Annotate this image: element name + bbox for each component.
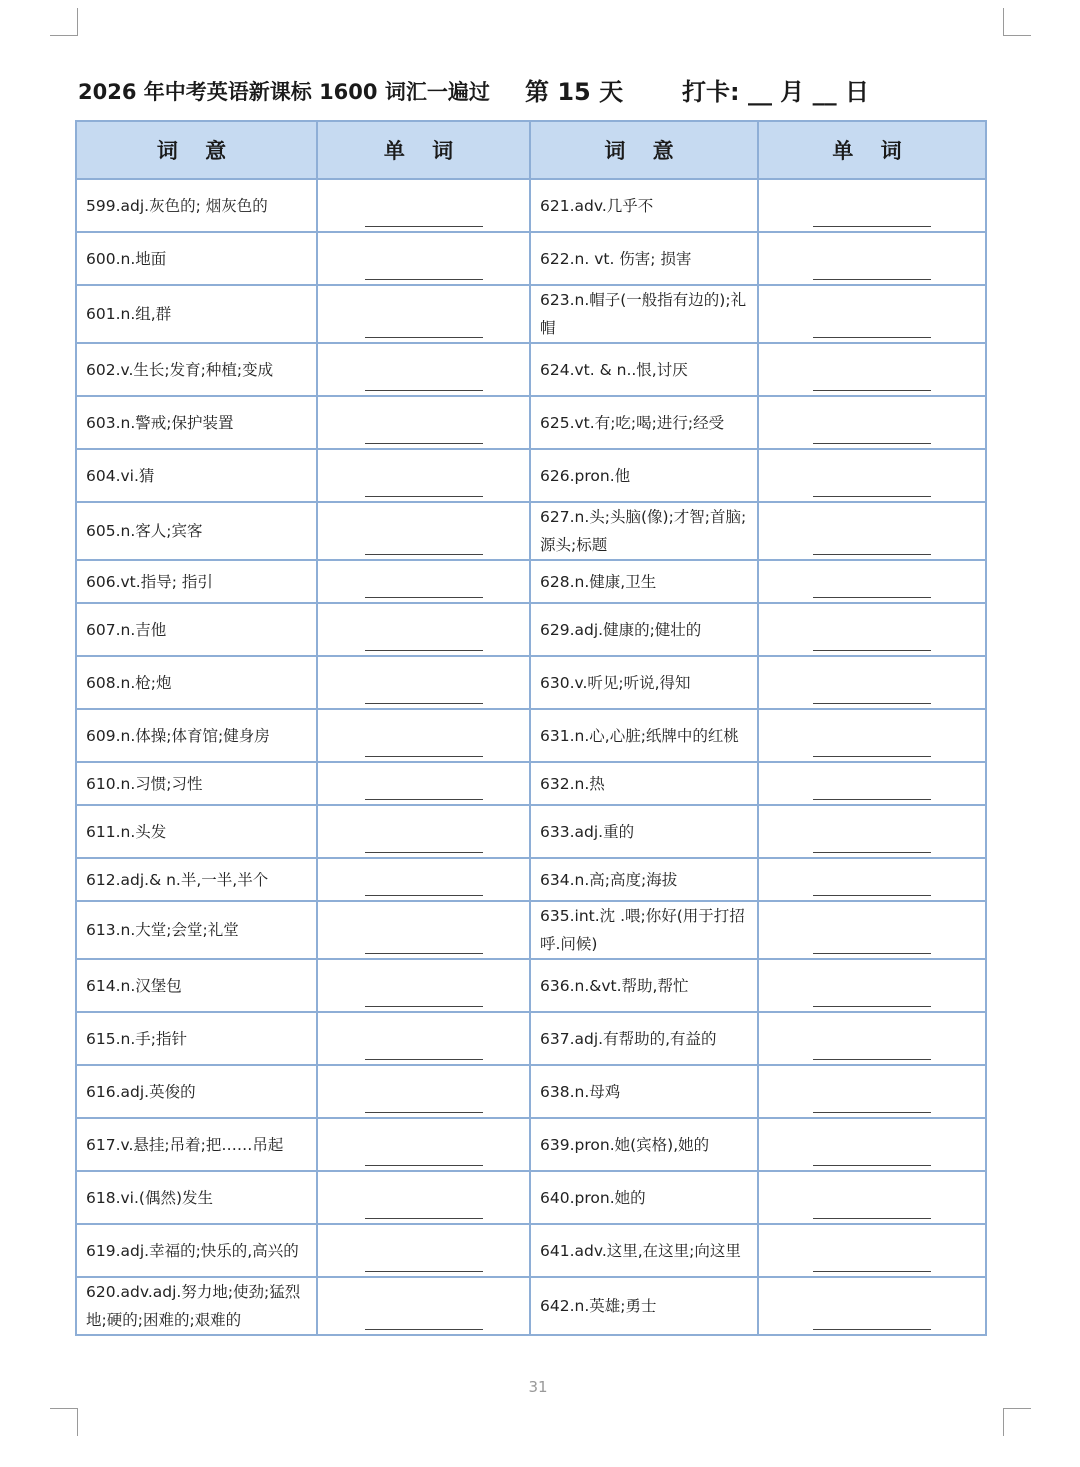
answer-cell[interactable] [317, 396, 530, 449]
meaning-cell: 602.v.生长;发育;种植;变成 [76, 343, 317, 396]
table-row [76, 396, 986, 449]
answer-blank-line [365, 1218, 483, 1219]
meaning-cell: 619.adj.幸福的;快乐的,高兴的 [76, 1224, 317, 1277]
page-number: 31 [528, 1378, 548, 1396]
answer-blank-line [365, 496, 483, 497]
meaning-cell: 599.adj.灰色的; 烟灰色的 [76, 179, 317, 232]
answer-blank-line [813, 496, 931, 497]
table-row [76, 1118, 986, 1171]
answer-blank-line [365, 852, 483, 853]
meaning-cell: 620.adv.adj.努力地;使劲;猛烈地;硬的;困难的;艰难的 [76, 1277, 317, 1335]
meaning-cell: 615.n.手;指针 [76, 1012, 317, 1065]
meaning-cell: 626.pron.他 [530, 449, 758, 502]
answer-blank-line [365, 799, 483, 800]
meaning-cell: 632.n.热 [530, 762, 758, 805]
meaning-cell: 635.int.沈 .喂;你好(用于打招呼.问候) [530, 901, 758, 959]
meaning-cell: 641.adv.这里,在这里;向这里 [530, 1224, 758, 1277]
table-row [76, 179, 986, 232]
answer-blank-line [813, 337, 931, 338]
meaning-cell: 607.n.吉他 [76, 603, 317, 656]
meaning-cell: 617.v.悬挂;吊着;把……吊起 [76, 1118, 317, 1171]
meaning-cell: 603.n.警戒;保护装置 [76, 396, 317, 449]
answer-blank-line [365, 597, 483, 598]
corner-mark-bottom-right [1003, 1408, 1031, 1436]
answer-cell[interactable] [758, 560, 986, 603]
meaning-cell: 609.n.体操;体育馆;健身房 [76, 709, 317, 762]
table-row [76, 560, 986, 603]
answer-cell[interactable] [317, 656, 530, 709]
answer-cell[interactable] [758, 1171, 986, 1224]
answer-blank-line [813, 597, 931, 598]
table-row [76, 805, 986, 858]
meaning-cell: 623.n.帽子(一般指有边的);礼帽 [530, 285, 758, 343]
column-header-meaning: 词 意 [76, 121, 317, 179]
answer-cell[interactable] [317, 959, 530, 1012]
meaning-cell: 621.adv.几乎不 [530, 179, 758, 232]
answer-cell[interactable] [317, 762, 530, 805]
answer-blank-line [365, 953, 483, 954]
answer-cell[interactable] [317, 502, 530, 560]
answer-blank-line [813, 650, 931, 651]
table-row [76, 285, 986, 343]
day-label: 第 15 天 [525, 78, 624, 106]
answer-cell[interactable] [317, 1171, 530, 1224]
table-row [76, 858, 986, 901]
answer-cell[interactable] [758, 1012, 986, 1065]
answer-cell[interactable] [758, 343, 986, 396]
answer-cell[interactable] [758, 762, 986, 805]
answer-blank-line [813, 1329, 931, 1330]
answer-cell[interactable] [758, 959, 986, 1012]
answer-blank-line [813, 226, 931, 227]
meaning-cell: 631.n.心,心脏;纸牌中的红桃 [530, 709, 758, 762]
answer-cell[interactable] [758, 858, 986, 901]
answer-blank-line [813, 895, 931, 896]
meaning-cell: 612.adj.& n.半,一半,半个 [76, 858, 317, 901]
answer-cell[interactable] [317, 603, 530, 656]
corner-mark-top-left [50, 8, 78, 36]
table-body [76, 179, 986, 1335]
table-row [76, 232, 986, 285]
answer-blank-line [813, 852, 931, 853]
table-row [76, 762, 986, 805]
table-row [76, 1277, 986, 1335]
answer-cell[interactable] [758, 396, 986, 449]
answer-cell[interactable] [758, 656, 986, 709]
answer-cell[interactable] [758, 603, 986, 656]
table-header-row [76, 121, 986, 179]
answer-cell[interactable] [758, 179, 986, 232]
table-row [76, 1065, 986, 1118]
table-row [76, 1224, 986, 1277]
answer-blank-line [813, 799, 931, 800]
table-row [76, 1012, 986, 1065]
answer-cell[interactable] [317, 901, 530, 959]
answer-blank-line [365, 650, 483, 651]
answer-blank-line [813, 443, 931, 444]
answer-blank-line [365, 1329, 483, 1330]
answer-cell[interactable] [758, 901, 986, 959]
meaning-cell: 624.vt. & n..恨,讨厌 [530, 343, 758, 396]
meaning-cell: 637.adj.有帮助的,有益的 [530, 1012, 758, 1065]
table-row [76, 959, 986, 1012]
meaning-cell: 601.n.组,群 [76, 285, 317, 343]
answer-cell[interactable] [317, 805, 530, 858]
meaning-cell: 622.n. vt. 伤害; 损害 [530, 232, 758, 285]
answer-blank-line [365, 1059, 483, 1060]
meaning-cell: 606.vt.指导; 指引 [76, 560, 317, 603]
table-row [76, 343, 986, 396]
meaning-cell: 614.n.汉堡包 [76, 959, 317, 1012]
meaning-cell: 639.pron.她(宾格),她的 [530, 1118, 758, 1171]
answer-blank-line [365, 554, 483, 555]
answer-cell[interactable] [317, 1065, 530, 1118]
answer-cell[interactable] [758, 449, 986, 502]
table-row [76, 1171, 986, 1224]
answer-cell[interactable] [317, 232, 530, 285]
meaning-cell: 629.adj.健康的;健壮的 [530, 603, 758, 656]
meaning-cell: 611.n.头发 [76, 805, 317, 858]
table-row [76, 901, 986, 959]
answer-blank-line [813, 1112, 931, 1113]
answer-cell[interactable] [758, 1224, 986, 1277]
vocabulary-table [75, 120, 987, 1336]
meaning-cell: 613.n.大堂;会堂;礼堂 [76, 901, 317, 959]
answer-blank-line [365, 703, 483, 704]
answer-cell[interactable] [758, 805, 986, 858]
meaning-cell: 642.n.英雄;勇士 [530, 1277, 758, 1335]
meaning-cell: 610.n.习惯;习性 [76, 762, 317, 805]
checkin-label: 打卡: __ 月 __ 日 [682, 78, 870, 106]
meaning-cell: 627.n.头;头脑(像);才智;首脑;源头;标题 [530, 502, 758, 560]
answer-blank-line [813, 953, 931, 954]
answer-blank-line [365, 226, 483, 227]
meaning-cell: 630.v.听见;听说,得知 [530, 656, 758, 709]
answer-cell[interactable] [758, 1277, 986, 1335]
answer-blank-line [813, 390, 931, 391]
answer-cell[interactable] [317, 709, 530, 762]
meaning-cell: 628.n.健康,卫生 [530, 560, 758, 603]
corner-mark-bottom-left [50, 1408, 78, 1436]
answer-cell[interactable] [317, 858, 530, 901]
meaning-cell: 608.n.枪;炮 [76, 656, 317, 709]
meaning-cell: 633.adj.重的 [530, 805, 758, 858]
answer-blank-line [365, 1271, 483, 1272]
meaning-cell: 600.n.地面 [76, 232, 317, 285]
answer-cell[interactable] [317, 1118, 530, 1171]
answer-blank-line [813, 703, 931, 704]
meaning-cell: 634.n.高;高度;海拔 [530, 858, 758, 901]
meaning-cell: 638.n.母鸡 [530, 1065, 758, 1118]
answer-cell[interactable] [317, 1012, 530, 1065]
answer-cell[interactable] [317, 1277, 530, 1335]
answer-blank-line [365, 1165, 483, 1166]
answer-blank-line [365, 390, 483, 391]
table-row [76, 449, 986, 502]
answer-cell[interactable] [758, 1118, 986, 1171]
corner-mark-top-right [1003, 8, 1031, 36]
page-title: 2026 年中考英语新课标 1600 词汇一遍过 [78, 80, 490, 104]
meaning-cell: 625.vt.有;吃;喝;进行;经受 [530, 396, 758, 449]
answer-blank-line [813, 554, 931, 555]
table-row [76, 603, 986, 656]
answer-blank-line [365, 443, 483, 444]
answer-blank-line [365, 1112, 483, 1113]
answer-blank-line [813, 1165, 931, 1166]
answer-blank-line [365, 895, 483, 896]
meaning-cell: 640.pron.她的 [530, 1171, 758, 1224]
answer-blank-line [813, 1271, 931, 1272]
meaning-cell: 616.adj.英俊的 [76, 1065, 317, 1118]
answer-blank-line [813, 1006, 931, 1007]
answer-cell[interactable] [317, 560, 530, 603]
answer-cell[interactable] [758, 285, 986, 343]
answer-cell[interactable] [758, 1065, 986, 1118]
answer-cell[interactable] [758, 502, 986, 560]
column-header-word: 单 词 [758, 121, 986, 179]
column-header-meaning: 词 意 [530, 121, 758, 179]
answer-blank-line [365, 1006, 483, 1007]
answer-cell[interactable] [758, 232, 986, 285]
table-row [76, 709, 986, 762]
answer-blank-line [813, 1218, 931, 1219]
answer-blank-line [365, 279, 483, 280]
answer-blank-line [365, 337, 483, 338]
answer-blank-line [813, 756, 931, 757]
column-header-word: 单 词 [317, 121, 530, 179]
answer-blank-line [813, 279, 931, 280]
meaning-cell: 604.vi.猜 [76, 449, 317, 502]
answer-cell[interactable] [317, 179, 530, 232]
answer-cell[interactable] [317, 449, 530, 502]
answer-cell[interactable] [317, 1224, 530, 1277]
answer-blank-line [365, 756, 483, 757]
meaning-cell: 636.n.&vt.帮助,帮忙 [530, 959, 758, 1012]
meaning-cell: 605.n.客人;宾客 [76, 502, 317, 560]
answer-blank-line [813, 1059, 931, 1060]
answer-cell[interactable] [317, 285, 530, 343]
answer-cell[interactable] [758, 709, 986, 762]
table-row [76, 502, 986, 560]
answer-cell[interactable] [317, 343, 530, 396]
table-row [76, 656, 986, 709]
meaning-cell: 618.vi.(偶然)发生 [76, 1171, 317, 1224]
